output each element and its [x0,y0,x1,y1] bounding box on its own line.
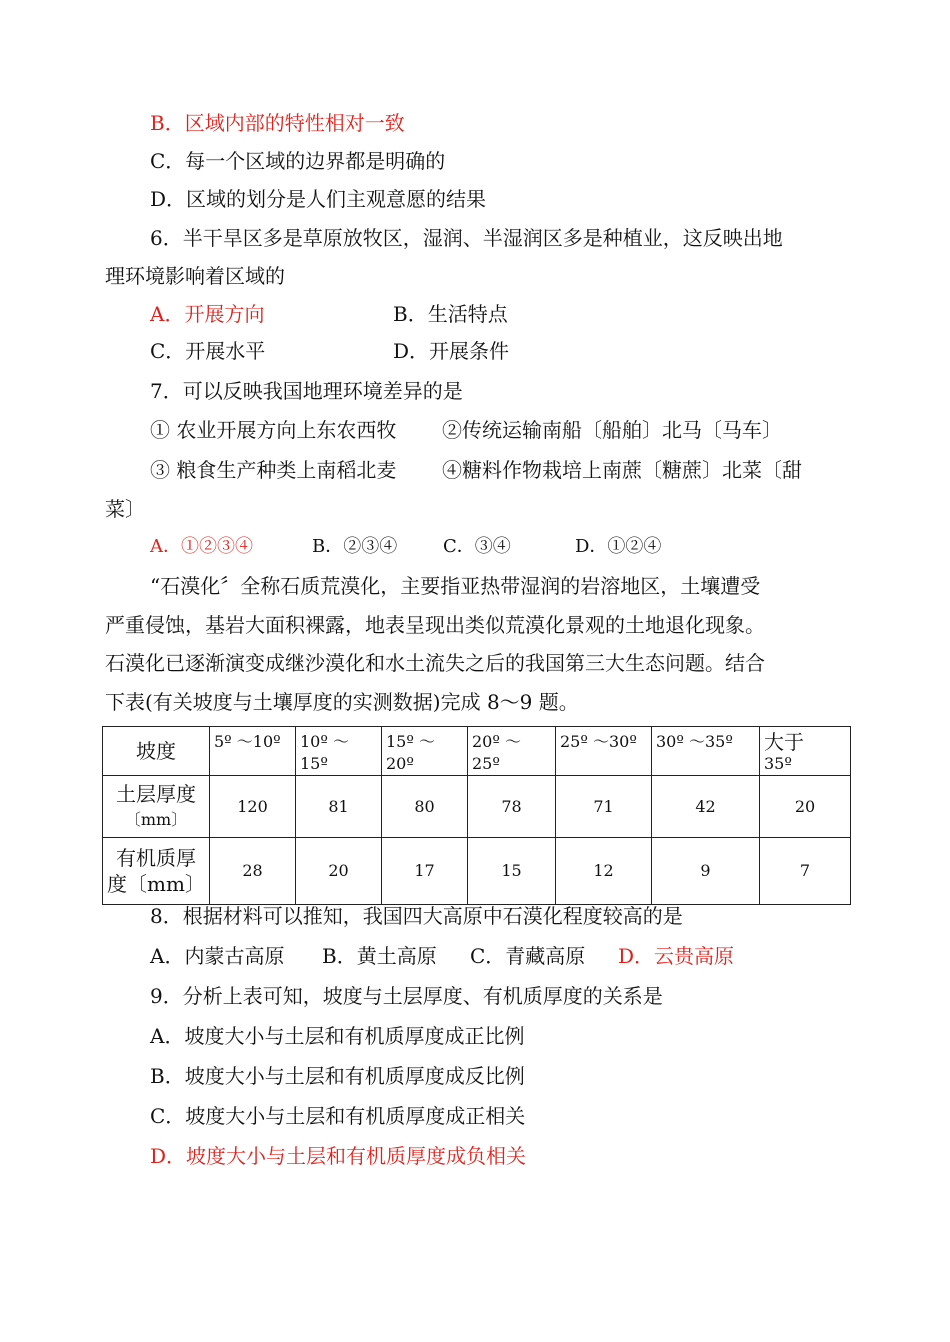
table-cell: 7 [760,838,851,905]
q9-option-a: A．坡度大小与土层和有机质厚度成正比例 [150,1024,525,1048]
row-label-soil: 土层厚度 〔mm〕 [103,776,210,838]
q8-stem: 8．根据材料可以推知，我国四大高原中石漠化程度较高的是 [150,904,683,928]
q7-item-4-continued: 菜〕 [105,497,145,521]
q5-option-b: B．区域内部的特性相对一致 [150,111,405,135]
q9-stem: 9．分析上表可知，坡度与土层厚度、有机质厚度的关系是 [150,984,663,1008]
table-cell: 81 [296,776,382,838]
q7-option-d: D．①②④ [575,536,662,557]
table-cell: 78 [468,776,556,838]
table-cell: 71 [556,776,652,838]
passage-line-1: “石漠化〞全称石质荒漠化，主要指亚热带湿润的岩溶地区，土壤遭受 [150,574,761,598]
q5-option-c: C．每一个区域的边界都是明确的 [150,149,446,173]
table-cell: 15 [468,838,556,905]
q8-option-d: D．云贵高原 [618,944,735,968]
table-cell: 9 [652,838,760,905]
table-cell: 20 [760,776,851,838]
slope-header: 10º ～ 15º [296,727,382,776]
q6-stem-line1: 6．半干旱区多是草原放牧区，湿润、半湿润区多是种植业，这反映出地 [150,226,783,250]
slope-header: 5º ～10º [210,727,296,776]
q6-option-c: C．开展水平 [150,339,266,363]
table-row-organic-thickness [103,838,851,905]
q8-option-c: C．青藏高原 [470,944,586,968]
q7-stem: 7．可以反映我国地理环境差异的是 [150,379,463,403]
header-label-slope: 坡度 [103,727,210,776]
table-cell: 80 [382,776,468,838]
q6-option-a: A．开展方向 [150,302,265,326]
table-row-soil-thickness [103,776,851,838]
q6-stem-line2: 理环境影响着区域的 [105,264,285,288]
q7-item-2: ②传统运输南船〔船舶〕北马〔马车〕 [442,418,782,442]
q6-option-b: B．生活特点 [393,302,508,326]
slope-header: 大于 35º [760,727,851,776]
q7-item-3: ③ 粮食生产种类上南稻北麦 [150,458,397,482]
q9-option-c: C．坡度大小与土层和有机质厚度成正相关 [150,1104,526,1128]
passage-line-3: 石漠化已逐渐演变成继沙漠化和水土流失之后的我国第三大生态问题。结合 [105,651,765,675]
table-header-row [103,727,851,776]
q9-option-b: B．坡度大小与土层和有机质厚度成反比例 [150,1064,525,1088]
q7-option-c: C．③④ [443,536,511,557]
slope-soil-table [102,726,851,905]
table-cell: 28 [210,838,296,905]
q7-option-b: B．②③④ [312,536,398,557]
q9-option-d: D．坡度大小与土层和有机质厚度成负相关 [150,1144,527,1168]
q8-option-a: A．内蒙古高原 [150,944,285,968]
slope-header: 15º ～ 20º [382,727,468,776]
table-cell: 42 [652,776,760,838]
slope-header: 20º ～ 25º [468,727,556,776]
table-cell: 20 [296,838,382,905]
table-cell: 120 [210,776,296,838]
q7-item-4: ④糖料作物栽培上南蔗〔糖蔗〕北菜〔甜 [442,458,802,482]
passage-line-2: 严重侵蚀，基岩大面积裸露，地表呈现出类似荒漠化景观的土地退化现象。 [105,613,765,637]
row-label-organic: 有机质厚 度〔mm〕 [103,838,210,905]
q6-option-d: D．开展条件 [393,339,510,363]
table-cell: 17 [382,838,468,905]
passage-line-4: 下表(有关坡度与土壤厚度的实测数据)完成 8～9 题。 [105,690,579,714]
q7-option-a: A．①②③④ [150,536,253,557]
q7-item-1: ① 农业开展方向上东农西牧 [150,418,397,442]
slope-header: 25º ～30º [556,727,652,776]
table-cell: 12 [556,838,652,905]
slope-header: 30º ～35º [652,727,760,776]
q5-option-d: D．区域的划分是人们主观意愿的结果 [150,187,487,211]
q8-option-b: B．黄土高原 [322,944,437,968]
